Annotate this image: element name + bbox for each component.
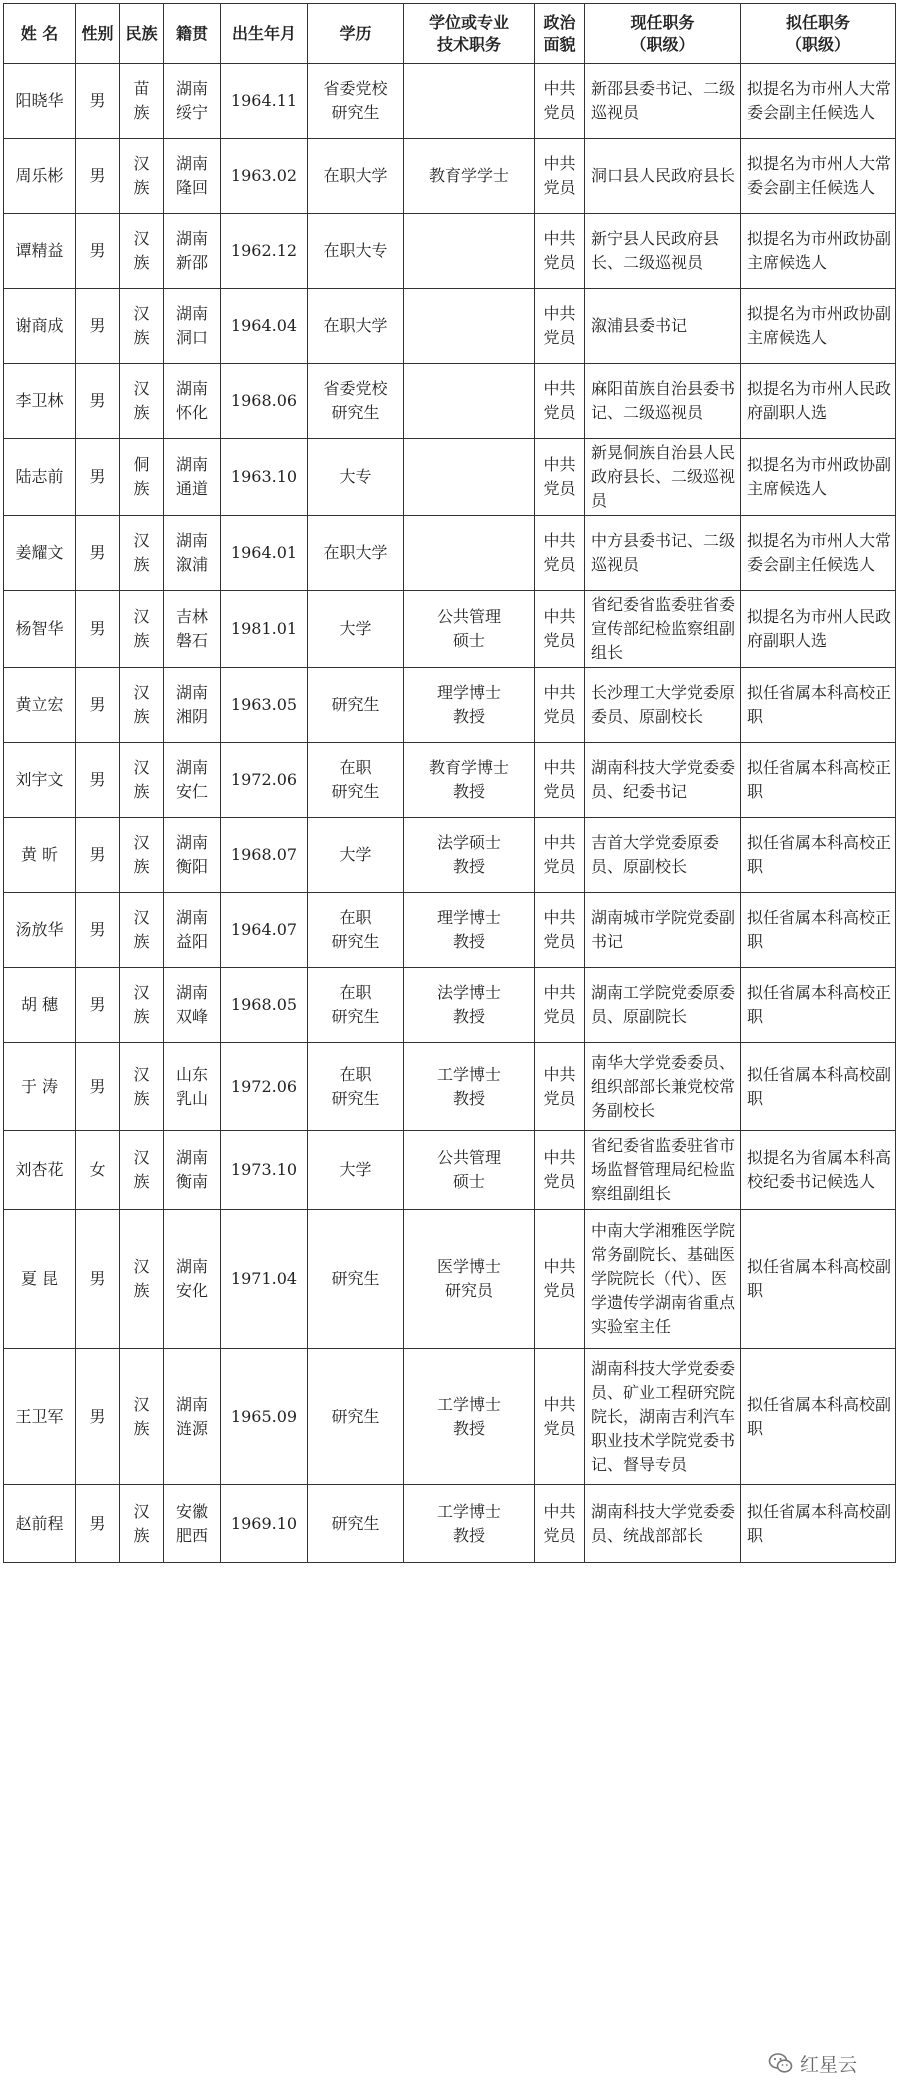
cell-gender: 男	[76, 743, 120, 818]
cell-degree	[404, 439, 535, 516]
cell-name: 于 涛	[4, 1043, 76, 1131]
cell-name: 黄 昕	[4, 818, 76, 893]
cell-origin: 湖南 安化	[164, 1210, 221, 1349]
cell-current-position: 省纪委省监委驻省委宣传部纪检监察组副组长	[585, 591, 741, 668]
cell-gender: 男	[76, 1349, 120, 1485]
cell-party: 中共 党员	[535, 591, 585, 668]
cell-origin: 湖南 怀化	[164, 364, 221, 439]
cell-name: 刘宇文	[4, 743, 76, 818]
cell-ethnicity: 汉 族	[120, 668, 164, 743]
cell-current-position: 洞口县人民政府县长	[585, 139, 741, 214]
cell-gender: 男	[76, 64, 120, 139]
watermark-text: 红星云	[800, 2053, 858, 2076]
cell-origin: 湖南 衡南	[164, 1131, 221, 1210]
cell-party: 中共 党员	[535, 1485, 585, 1563]
cell-birth: 1963.02	[221, 139, 308, 214]
table-row	[4, 139, 896, 214]
cell-name: 李卫林	[4, 364, 76, 439]
cell-party: 中共 党员	[535, 743, 585, 818]
cell-birth: 1981.01	[221, 591, 308, 668]
table-row	[4, 64, 896, 139]
table-row	[4, 1043, 896, 1131]
cell-origin: 湖南 湘阴	[164, 668, 221, 743]
cell-education: 大学	[308, 591, 404, 668]
header-gender: 性别	[76, 4, 120, 64]
cell-degree	[404, 364, 535, 439]
cell-gender: 男	[76, 214, 120, 289]
cell-party: 中共 党员	[535, 1349, 585, 1485]
cell-name: 胡 穗	[4, 968, 76, 1043]
cell-degree: 工学博士 教授	[404, 1043, 535, 1131]
table-row	[4, 1210, 896, 1349]
cell-current-position: 湖南科技大学党委委员、纪委书记	[585, 743, 741, 818]
cell-birth: 1972.06	[221, 1043, 308, 1131]
cell-name: 陆志前	[4, 439, 76, 516]
cell-degree: 公共管理 硕士	[404, 591, 535, 668]
table-row	[4, 968, 896, 1043]
cell-origin: 湖南 绥宁	[164, 64, 221, 139]
table-row	[4, 289, 896, 364]
cell-party: 中共 党员	[535, 1043, 585, 1131]
cell-name: 谭精益	[4, 214, 76, 289]
cell-current-position: 南华大学党委委员、组织部部长兼党校常务副校长	[585, 1043, 741, 1131]
cell-gender: 男	[76, 1043, 120, 1131]
cell-degree: 公共管理 硕士	[404, 1131, 535, 1210]
cell-proposed-position: 拟任省属本科高校正职	[741, 743, 896, 818]
table-row	[4, 214, 896, 289]
cell-name: 阳晓华	[4, 64, 76, 139]
cell-birth: 1965.09	[221, 1349, 308, 1485]
cell-current-position: 麻阳苗族自治县委书记、二级巡视员	[585, 364, 741, 439]
cell-ethnicity: 汉 族	[120, 364, 164, 439]
cell-current-position: 湖南科技大学党委委员、矿业工程研究院院长，湖南吉利汽车职业技术学院党委书记、督导专员	[585, 1349, 741, 1485]
cell-party: 中共 党员	[535, 139, 585, 214]
cell-education: 省委党校 研究生	[308, 64, 404, 139]
cell-name: 汤放华	[4, 893, 76, 968]
cell-ethnicity: 汉 族	[120, 289, 164, 364]
cell-proposed-position: 拟任省属本科高校副职	[741, 1485, 896, 1563]
cell-degree: 法学硕士 教授	[404, 818, 535, 893]
cell-ethnicity: 苗 族	[120, 64, 164, 139]
cell-ethnicity: 汉 族	[120, 1349, 164, 1485]
cell-gender: 男	[76, 591, 120, 668]
cell-name: 谢商成	[4, 289, 76, 364]
cell-ethnicity: 汉 族	[120, 516, 164, 591]
cell-birth: 1963.05	[221, 668, 308, 743]
cell-ethnicity: 汉 族	[120, 591, 164, 668]
cell-current-position: 溆浦县委书记	[585, 289, 741, 364]
cell-party: 中共 党员	[535, 64, 585, 139]
cell-ethnicity: 汉 族	[120, 214, 164, 289]
cell-education: 在职大专	[308, 214, 404, 289]
cell-birth: 1971.04	[221, 1210, 308, 1349]
cell-proposed-position: 拟提名为市州人大常委会副主任候选人	[741, 516, 896, 591]
wechat-logo-icon	[768, 2050, 794, 2076]
cell-proposed-position: 拟提名为市州人大常委会副主任候选人	[741, 64, 896, 139]
cell-birth: 1962.12	[221, 214, 308, 289]
cell-party: 中共 党员	[535, 289, 585, 364]
cell-origin: 湖南 双峰	[164, 968, 221, 1043]
cell-origin: 湖南 涟源	[164, 1349, 221, 1485]
cell-degree: 教育学学士	[404, 139, 535, 214]
candidate-table	[3, 3, 896, 1563]
watermark	[768, 2046, 890, 2080]
cell-education: 大专	[308, 439, 404, 516]
cell-current-position: 新邵县委书记、二级巡视员	[585, 64, 741, 139]
cell-origin: 湖南 衡阳	[164, 818, 221, 893]
table-row	[4, 591, 896, 668]
cell-name: 赵前程	[4, 1485, 76, 1563]
cell-origin: 湖南 新邵	[164, 214, 221, 289]
cell-ethnicity: 汉 族	[120, 1043, 164, 1131]
cell-education: 在职 研究生	[308, 968, 404, 1043]
cell-current-position: 中方县委书记、二级巡视员	[585, 516, 741, 591]
cell-proposed-position: 拟提名为市州人民政府副职人选	[741, 591, 896, 668]
cell-proposed-position: 拟任省属本科高校正职	[741, 893, 896, 968]
cell-proposed-position: 拟提名为省属本科高校纪委书记候选人	[741, 1131, 896, 1210]
cell-proposed-position: 拟任省属本科高校副职	[741, 1349, 896, 1485]
cell-party: 中共 党员	[535, 1210, 585, 1349]
cell-education: 大学	[308, 818, 404, 893]
cell-name: 夏 昆	[4, 1210, 76, 1349]
cell-party: 中共 党员	[535, 439, 585, 516]
cell-birth: 1964.07	[221, 893, 308, 968]
cell-origin: 吉林 磐石	[164, 591, 221, 668]
cell-origin: 湖南 安仁	[164, 743, 221, 818]
table-row	[4, 516, 896, 591]
cell-birth: 1969.10	[221, 1485, 308, 1563]
cell-proposed-position: 拟任省属本科高校正职	[741, 668, 896, 743]
cell-birth: 1973.10	[221, 1131, 308, 1210]
header-birth: 出生年月	[221, 4, 308, 64]
cell-gender: 男	[76, 1210, 120, 1349]
appointment-document	[3, 3, 895, 1563]
header-current-position: 现任职务 （职级）	[585, 4, 741, 64]
cell-proposed-position: 拟提名为市州人民政府副职人选	[741, 364, 896, 439]
cell-education: 在职大学	[308, 516, 404, 591]
cell-ethnicity: 侗 族	[120, 439, 164, 516]
cell-party: 中共 党员	[535, 818, 585, 893]
header-ethnicity: 民族	[120, 4, 164, 64]
header-proposed-position: 拟任职务 （职级）	[741, 4, 896, 64]
cell-ethnicity: 汉 族	[120, 743, 164, 818]
cell-education: 在职 研究生	[308, 743, 404, 818]
cell-birth: 1972.06	[221, 743, 308, 818]
cell-degree: 教育学博士 教授	[404, 743, 535, 818]
cell-party: 中共 党员	[535, 668, 585, 743]
cell-origin: 安徽 肥西	[164, 1485, 221, 1563]
cell-education: 在职大学	[308, 139, 404, 214]
table-row	[4, 893, 896, 968]
cell-degree: 医学博士 研究员	[404, 1210, 535, 1349]
cell-education: 省委党校 研究生	[308, 364, 404, 439]
cell-degree: 法学博士 教授	[404, 968, 535, 1043]
cell-origin: 湖南 益阳	[164, 893, 221, 968]
cell-current-position: 湖南科技大学党委委员、统战部部长	[585, 1485, 741, 1563]
cell-party: 中共 党员	[535, 968, 585, 1043]
cell-name: 王卫军	[4, 1349, 76, 1485]
cell-name: 周乐彬	[4, 139, 76, 214]
cell-current-position: 新宁县人民政府县长、二级巡视员	[585, 214, 741, 289]
cell-origin: 湖南 溆浦	[164, 516, 221, 591]
table-row	[4, 439, 896, 516]
cell-gender: 男	[76, 668, 120, 743]
cell-proposed-position: 拟任省属本科高校正职	[741, 968, 896, 1043]
cell-ethnicity: 汉 族	[120, 893, 164, 968]
cell-ethnicity: 汉 族	[120, 818, 164, 893]
header-degree: 学位或专业 技术职务	[404, 4, 535, 64]
cell-ethnicity: 汉 族	[120, 968, 164, 1043]
header-education: 学历	[308, 4, 404, 64]
cell-proposed-position: 拟提名为市州政协副主席候选人	[741, 214, 896, 289]
cell-current-position: 长沙理工大学党委原委员、原副校长	[585, 668, 741, 743]
cell-name: 黄立宏	[4, 668, 76, 743]
cell-degree: 工学博士 教授	[404, 1485, 535, 1563]
cell-origin: 湖南 隆回	[164, 139, 221, 214]
cell-gender: 男	[76, 439, 120, 516]
cell-birth: 1963.10	[221, 439, 308, 516]
cell-ethnicity: 汉 族	[120, 1210, 164, 1349]
cell-birth: 1964.11	[221, 64, 308, 139]
header-name: 姓 名	[4, 4, 76, 64]
cell-birth: 1964.04	[221, 289, 308, 364]
cell-current-position: 吉首大学党委原委员、原副校长	[585, 818, 741, 893]
cell-degree: 理学博士 教授	[404, 668, 535, 743]
table-row	[4, 1349, 896, 1485]
cell-current-position: 中南大学湘雅医学院常务副院长、基础医学院院长（代）、医学遗传学湖南省重点实验室主任	[585, 1210, 741, 1349]
cell-gender: 男	[76, 893, 120, 968]
cell-name: 刘杏花	[4, 1131, 76, 1210]
cell-degree	[404, 516, 535, 591]
cell-gender: 男	[76, 289, 120, 364]
cell-birth: 1964.01	[221, 516, 308, 591]
cell-name: 姜耀文	[4, 516, 76, 591]
cell-gender: 男	[76, 364, 120, 439]
cell-proposed-position: 拟提名为市州人大常委会副主任候选人	[741, 139, 896, 214]
cell-party: 中共 党员	[535, 516, 585, 591]
cell-current-position: 湖南城市学院党委副书记	[585, 893, 741, 968]
cell-education: 研究生	[308, 1210, 404, 1349]
cell-education: 研究生	[308, 668, 404, 743]
cell-gender: 女	[76, 1131, 120, 1210]
cell-degree: 理学博士 教授	[404, 893, 535, 968]
cell-gender: 男	[76, 516, 120, 591]
table-header-row	[4, 4, 896, 64]
cell-education: 研究生	[308, 1349, 404, 1485]
cell-proposed-position: 拟提名为市州政协副主席候选人	[741, 439, 896, 516]
cell-education: 在职大学	[308, 289, 404, 364]
cell-ethnicity: 汉 族	[120, 1131, 164, 1210]
cell-current-position: 新晃侗族自治县人民政府县长、二级巡视员	[585, 439, 741, 516]
cell-birth: 1968.05	[221, 968, 308, 1043]
cell-proposed-position: 拟任省属本科高校副职	[741, 1210, 896, 1349]
table-row	[4, 668, 896, 743]
cell-current-position: 省纪委省监委驻省市场监督管理局纪检监察组副组长	[585, 1131, 741, 1210]
cell-education: 大学	[308, 1131, 404, 1210]
cell-proposed-position: 拟任省属本科高校副职	[741, 1043, 896, 1131]
cell-degree: 工学博士 教授	[404, 1349, 535, 1485]
table-body	[4, 64, 896, 1563]
cell-ethnicity: 汉 族	[120, 139, 164, 214]
header-origin: 籍贯	[164, 4, 221, 64]
cell-gender: 男	[76, 968, 120, 1043]
table-row	[4, 743, 896, 818]
cell-degree	[404, 214, 535, 289]
cell-party: 中共 党员	[535, 893, 585, 968]
cell-gender: 男	[76, 1485, 120, 1563]
table-row	[4, 364, 896, 439]
cell-ethnicity: 汉 族	[120, 1485, 164, 1563]
cell-education: 在职 研究生	[308, 1043, 404, 1131]
cell-gender: 男	[76, 818, 120, 893]
cell-name: 杨智华	[4, 591, 76, 668]
cell-birth: 1968.07	[221, 818, 308, 893]
cell-proposed-position: 拟任省属本科高校正职	[741, 818, 896, 893]
cell-origin: 山东 乳山	[164, 1043, 221, 1131]
cell-party: 中共 党员	[535, 214, 585, 289]
cell-party: 中共 党员	[535, 1131, 585, 1210]
cell-degree	[404, 64, 535, 139]
cell-origin: 湖南 通道	[164, 439, 221, 516]
cell-gender: 男	[76, 139, 120, 214]
cell-proposed-position: 拟提名为市州政协副主席候选人	[741, 289, 896, 364]
table-row	[4, 1131, 896, 1210]
cell-current-position: 湖南工学院党委原委员、原副院长	[585, 968, 741, 1043]
cell-education: 在职 研究生	[308, 893, 404, 968]
table-row	[4, 1485, 896, 1563]
cell-origin: 湖南 洞口	[164, 289, 221, 364]
cell-birth: 1968.06	[221, 364, 308, 439]
cell-degree	[404, 289, 535, 364]
cell-party: 中共 党员	[535, 364, 585, 439]
header-party: 政治 面貌	[535, 4, 585, 64]
table-row	[4, 818, 896, 893]
cell-education: 研究生	[308, 1485, 404, 1563]
